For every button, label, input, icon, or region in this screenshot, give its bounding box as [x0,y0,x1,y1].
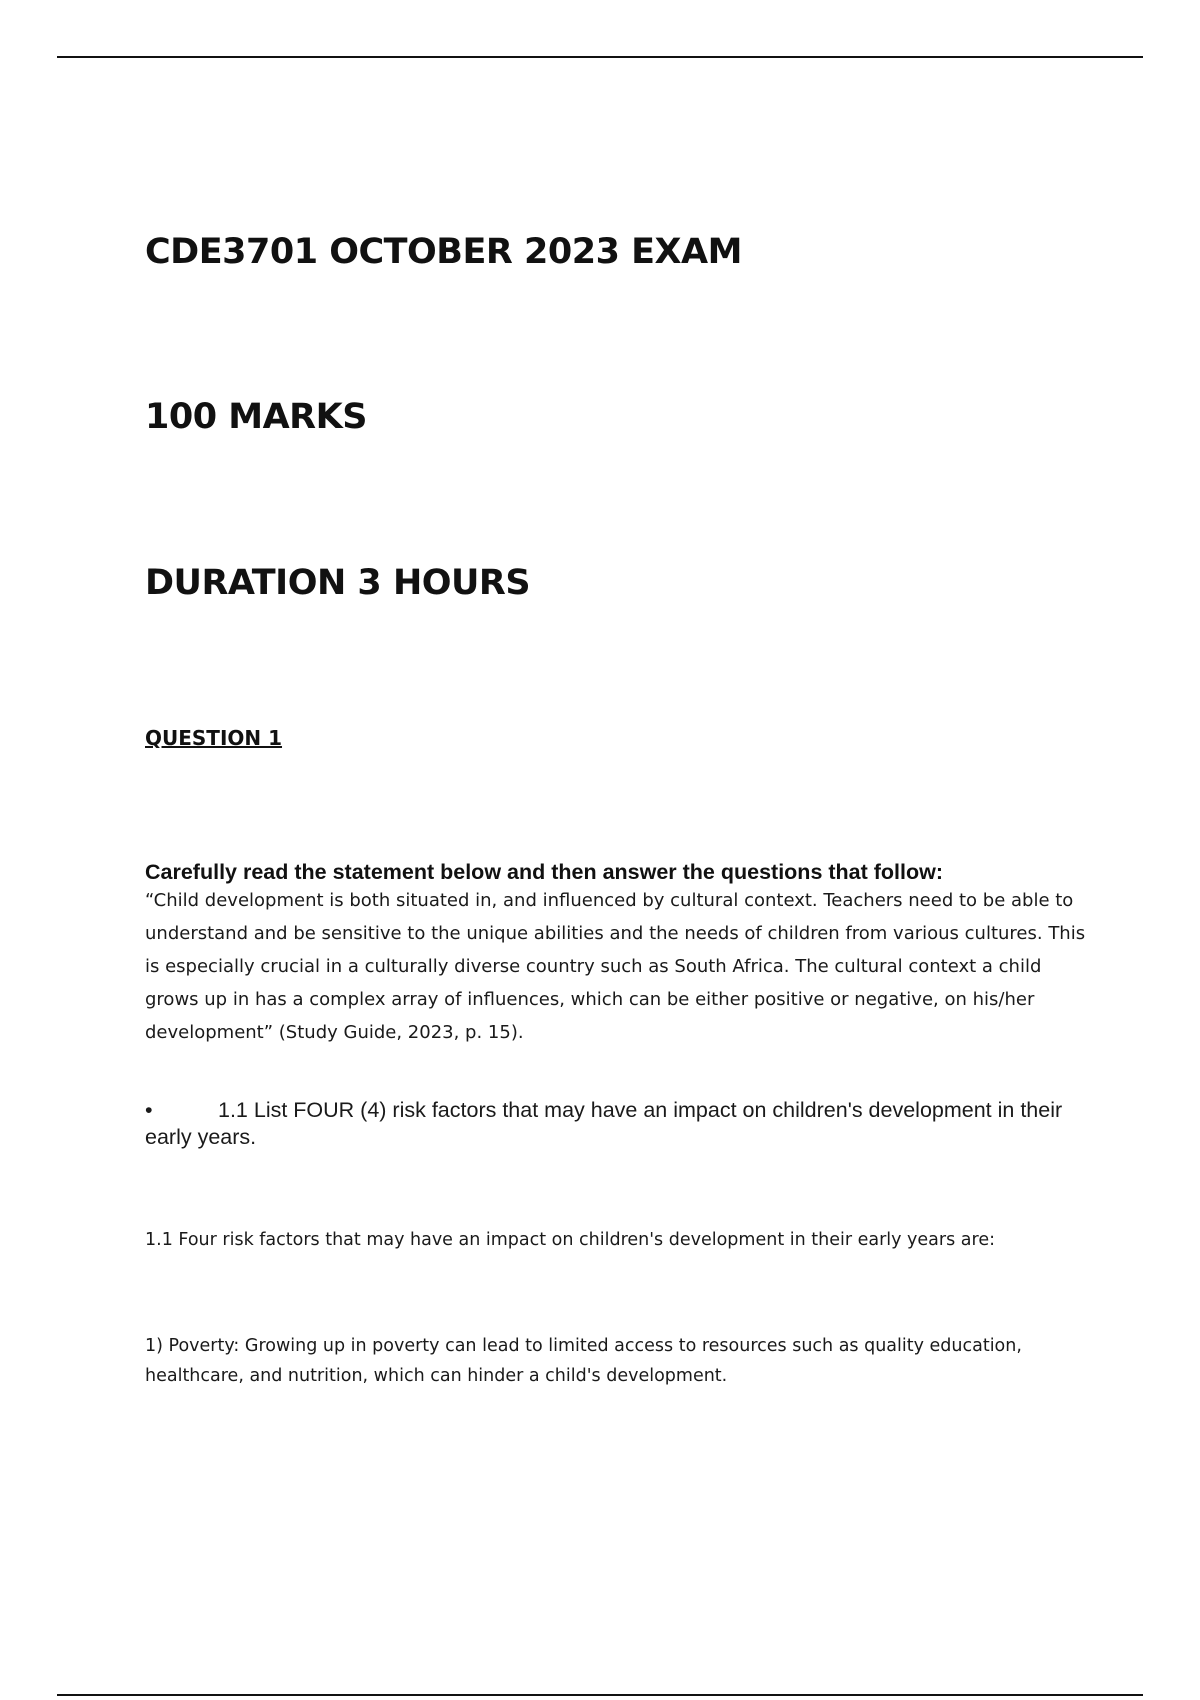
instruction-text: Carefully read the statement below and then answer the questions that follow: [145,860,944,884]
exam-duration: DURATION 3 HOURS [145,563,531,603]
answer-point-poverty: 1) Poverty: Growing up in poverty can lead to limited access to resources such as quality education, healthcare, and nutrition, which can hinder a child's development. [145,1336,1022,1386]
answer-intro: 1.1 Four risk factors that may have an impact on children's development in their early years are: [145,1230,995,1250]
question-1-1-text: 1.1 List FOUR (4) risk factors that may have an impact on children's development in their early years. [145,1098,1063,1149]
top-divider [57,56,1143,58]
quoted-statement: “Child development is both situated in, and influenced by cultural context. Teachers need to be able to understand and be sensitive to the unique abilities and the needs of children from various cultures. This is especially crucial in a culturally diverse country such as South Africa. The cultural context a child grows up in has a complex array of influences, which can be either positive or negative, on his/her development” (Study Guide, 2023, p. 15). [145,890,1086,1043]
question-1-1 [145,1097,1095,1151]
bottom-divider [57,1694,1143,1696]
exam-marks: 100 MARKS [145,397,367,437]
exam-title: CDE3701 OCTOBER 2023 EXAM [145,232,742,272]
bullet-icon: • [145,1098,153,1122]
question-label: QUESTION 1 [145,726,283,750]
